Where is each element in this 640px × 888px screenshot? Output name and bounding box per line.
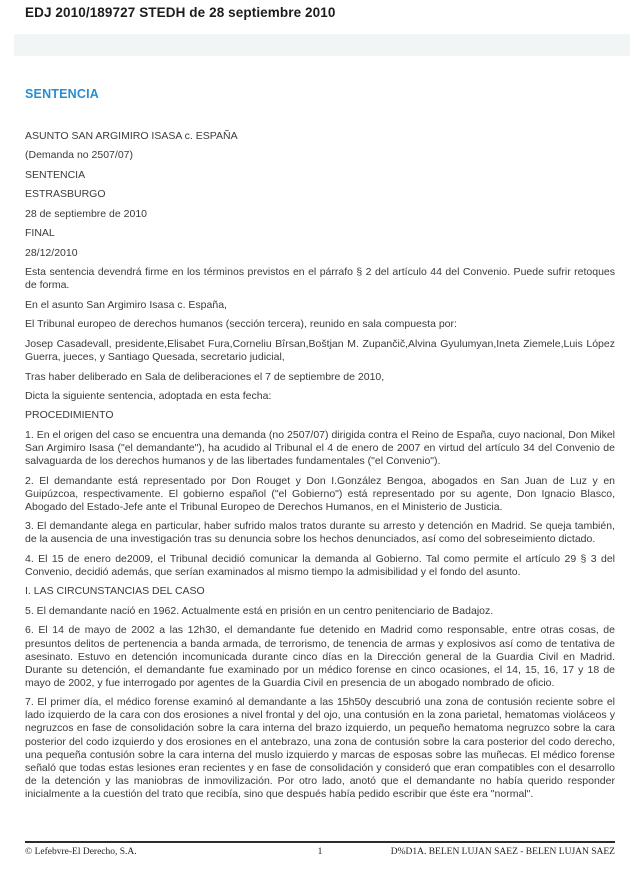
doc-paragraph-judges: Josep Casadevall, presidente,Elisabet Fura,Corneliu Bîrsan,Boštjan M. Zupančič,Alvina Gyulumyan,Ineta Ziemele,Luis López Guerra, jueces, y Santiago Quesada, secretario judicial, xyxy=(25,337,615,364)
doc-paragraph: En el asunto San Argimiro Isasa c. España, xyxy=(25,298,227,311)
doc-paragraph-1: 1. En el origen del caso se encuentra una demanda (no 2507/07) dirigida contra el Reino de España, cuyo nacional, Don Mikel San Argimiro Isasa ("el demandante"), ha acudido al Tribunal el 4 de enero de 2007 en virtud del artículo 34 del Convenio de salvaguarda de los derechos humanos y de las libertades fundamentales ("el Convenio"). xyxy=(25,428,615,468)
doc-paragraph-3: 3. El demandante alega en particular, haber sufrido malos tratos durante su arresto y detención en Madrid. Se queja también, de la ausencia de una investigación tras su denuncia sobre los hechos denunciados, así como del sobreseimiento dictado. xyxy=(25,520,615,546)
doc-paragraph: FINAL xyxy=(25,227,55,240)
page-footer xyxy=(25,841,615,857)
footer-user-label: D%D1A. BELEN LUJAN SAEZ - BELEN LUJAN SAEZ xyxy=(390,847,615,857)
doc-paragraph: El Tribunal europeo de derechos humanos (sección tercera), reunido en sala compuesta por: xyxy=(25,318,457,331)
header-band xyxy=(14,34,630,56)
doc-paragraph: Dicta la siguiente sentencia, adoptada en esta fecha: xyxy=(25,390,272,402)
document-reference-title: EDJ 2010/189727 STEDH de 28 septiembre 2010 xyxy=(25,5,336,20)
doc-paragraph: Tras haber deliberado en Sala de deliberaciones el 7 de septiembre de 2010, xyxy=(25,370,385,383)
sentencia-heading: SENTENCIA xyxy=(25,87,100,101)
doc-paragraph-demand-no: (Demanda no 2507/07) xyxy=(25,149,133,162)
doc-paragraph-6: 6. El 14 de mayo de 2002 a las 12h30, el demandante fue detenido en Madrid como responsable, entre otras cosas, de presuntos delitos de pertenencia a banda armada, de terrorismo, de tenencia de armas y explosivos así como de tentativa de asesinato. Estuvo en detención incomunicada durante cinco días en la Dirección general de la Guardia Civil en Madrid. Durante su detención, el demandante fue examinado por un médico forense en cinco ocasiones, el 14, 15, 16, 17 y 18 de mayo de 2002, y fue interrogado por agentes de la Guardia Civil en presencia de un abogado nombrado de oficio. xyxy=(25,624,615,689)
doc-section-procedimiento: PROCEDIMIENTO xyxy=(25,409,114,422)
doc-paragraph: 28/12/2010 xyxy=(25,246,78,259)
doc-paragraph-case-title: ASUNTO SAN ARGIMIRO ISASA c. ESPAÑA xyxy=(25,130,238,142)
doc-section-circunstancias: I. LAS CIRCUNSTANCIAS DEL CASO xyxy=(25,585,205,598)
doc-paragraph-7: 7. El primer día, el médico forense examinó al demandante a las 15h50y descubrió una zona de contusión reciente sobre el lado izquierdo de la cara con dos erosiones a nivel frontal y del ojo, una contusión en la zona parietal, hematomas violáceos y negruzcos en fase de consolidación sobre la cara interna del brazo izquierdo, un pequeño hematoma negruzco sobre la cara posterior del codo izquierdo y dos erosiones en el antebrazo, una zona de contusión sobre la cara posterior del codo derecho, una pequeña contusión sobre la cara interna del muslo izquierdo y marcas de esposas sobre las muñecas. El médico forense señaló que todas estas lesiones eran recientes y en fase de consolidación y consideró que eran compatibles con el desarrollo de la detención y las maniobras de inmovilización. Por otro lado, anotó que el demandante no había querido responder inicialmente a la cuestión del trato que recibía, sino que después había pedido escribir que éste era "normal". xyxy=(25,696,615,800)
document-body xyxy=(25,130,615,801)
doc-paragraph-2: 2. El demandante está representado por Don Rouget y Don I.González Bengoa, abogados en San Juan de Luz y en Guipúzcoa, respectivamente. El gobierno español ("el Gobierno") está representado por su agente, Don Ignacio Blasco, Abogado del Estado-Jefe ante el Tribunal Europeo de Derechos Humanos, en el Ministerio de Justicia. xyxy=(25,474,615,513)
doc-paragraph: SENTENCIA xyxy=(25,168,86,181)
doc-paragraph: ESTRASBURGO xyxy=(25,188,106,201)
doc-paragraph-4: 4. El 15 de enero de2009, el Tribunal decidió comunicar la demanda al Gobierno. Tal como permite el artículo 29 § 3 del Convenio, decidió además, que serían examinados al mismo tiempo la admisibilidad y el fondo del asunto. xyxy=(25,552,615,578)
doc-paragraph-5: 5. El demandante nació en 1962. Actualmente está en prisión en un centro penitenciario de Badajoz. xyxy=(25,604,494,617)
doc-paragraph: Esta sentencia devendrá firme en los términos previstos en el párrafo § 2 del artículo 44 del Convenio. Puede sufrir retoques de forma. xyxy=(25,266,615,292)
footer-copyright: © Lefebvre-El Derecho, S.A. xyxy=(25,847,137,857)
footer-page-number: 1 xyxy=(317,847,323,857)
doc-paragraph: 28 de septiembre de 2010 xyxy=(25,207,148,220)
